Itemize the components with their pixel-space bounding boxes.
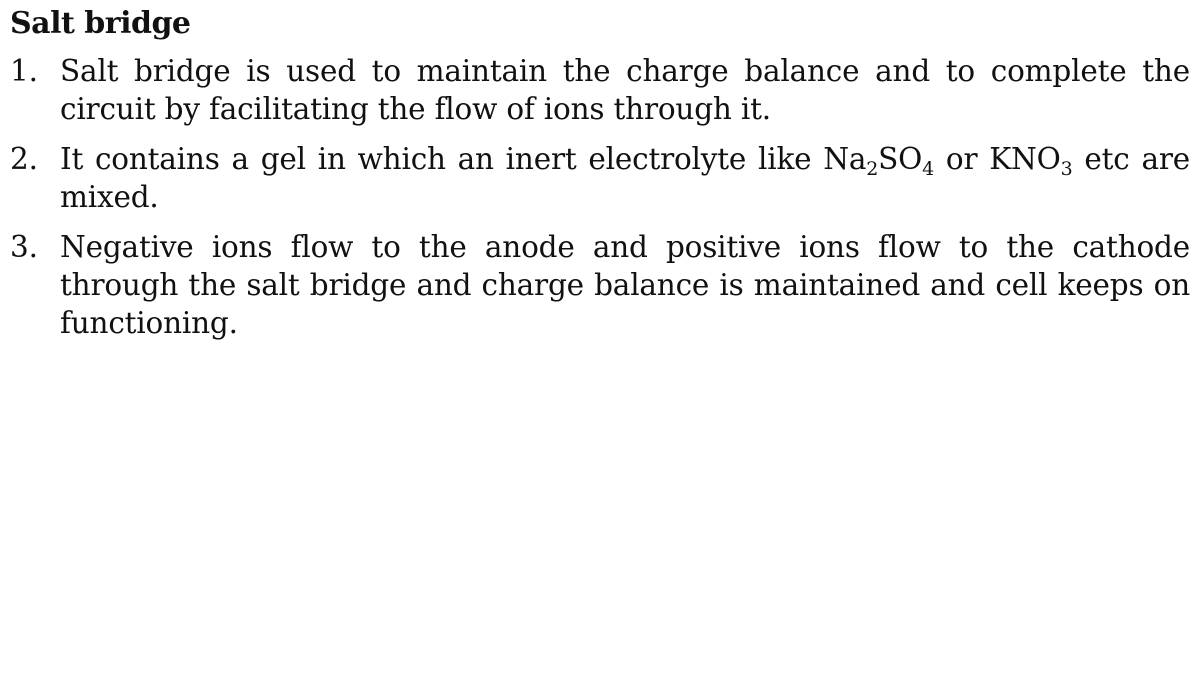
formula-part: SO <box>878 142 923 176</box>
text-segment: or <box>934 142 990 176</box>
list-item-text: Salt bridge is used to maintain the charge balance and to complete the circuit by facilitating the flow of ions through it. <box>60 54 1190 126</box>
chemical-formula-sodium-sulfate <box>823 142 935 180</box>
list-item <box>10 228 1190 342</box>
list-item-text: Negative ions flow to the anode and positive ions flow to the cathode through the salt bridge and charge balance is maintained and cell keeps on functioning. <box>60 230 1190 340</box>
formula-subscript: 2 <box>866 158 879 180</box>
list-item <box>10 140 1190 216</box>
list-item-number: 3. <box>10 230 38 264</box>
formula-part: Na <box>823 142 867 176</box>
text-segment: etc are mixed. <box>60 142 1191 214</box>
text-segment: It contains a gel in which an inert electrolyte like <box>60 142 824 176</box>
formula-part: KNO <box>989 142 1061 176</box>
list-item-number: 1. <box>10 54 38 88</box>
list-item-number: 2. <box>10 142 38 176</box>
chemical-formula-potassium-nitrate <box>989 142 1073 180</box>
formula-subscript: 3 <box>1060 158 1073 180</box>
slide <box>10 2 1190 354</box>
slide-heading: Salt bridge <box>10 6 191 41</box>
list-item <box>10 52 1190 128</box>
numbered-list <box>10 52 1190 342</box>
list-item-text <box>60 140 1190 216</box>
formula-subscript: 4 <box>922 158 935 180</box>
